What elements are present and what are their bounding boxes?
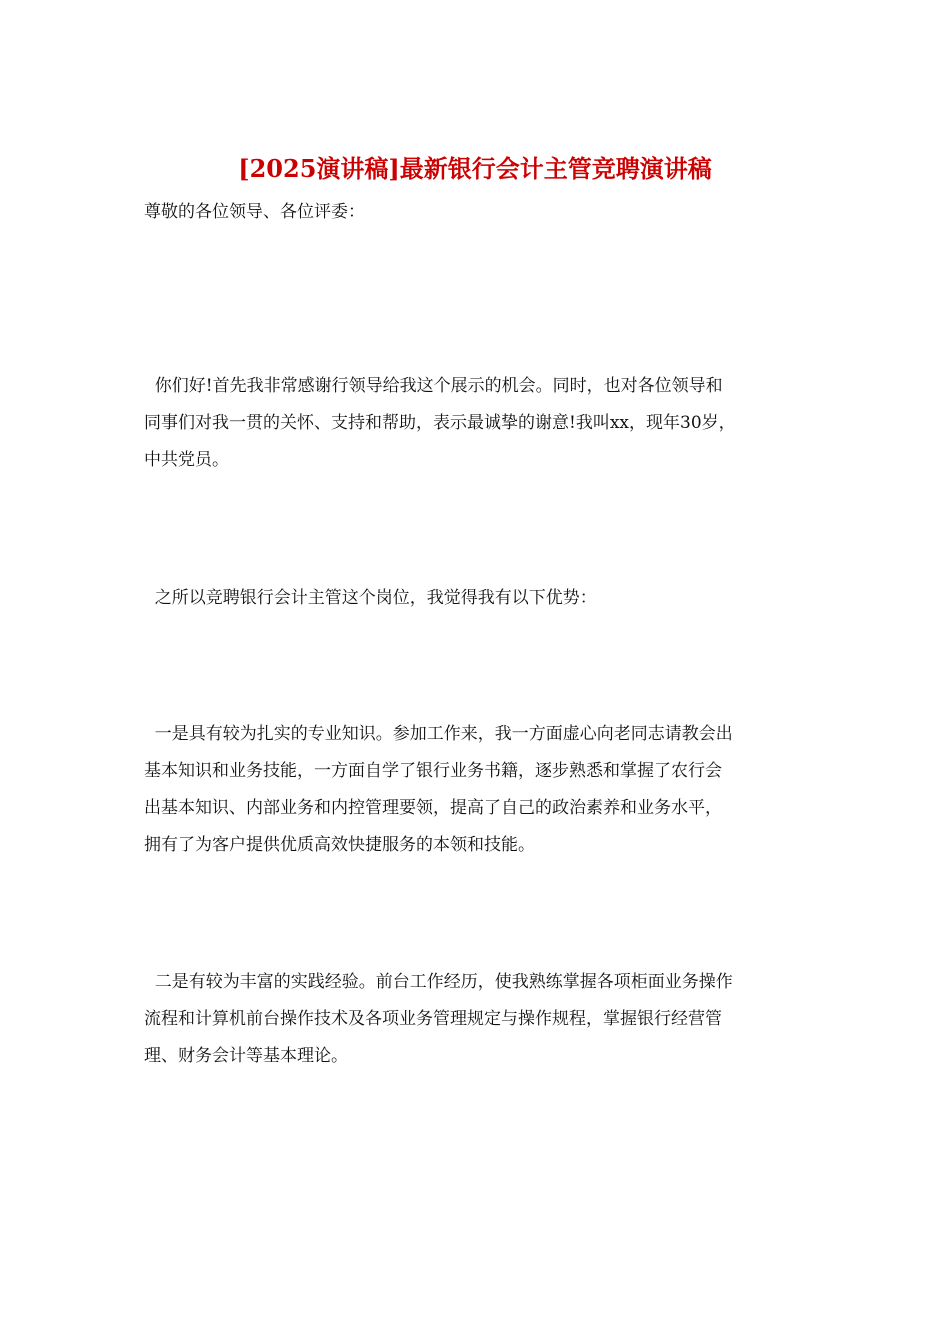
paragraph-line: 二是有较为丰富的实践经验。前台工作经历，使我熟练掌握各项柜面业务操作 (144, 972, 733, 992)
paragraph-reason (144, 580, 814, 617)
paragraph-line: 理、财务会计等基本理论。 (144, 1046, 348, 1066)
paragraph-line: 出基本知识、内部业务和内控管理要领，提高了自己的政治素养和业务水平， (144, 798, 722, 818)
paragraph-advantage-two (144, 964, 814, 1075)
paragraph-introduction (144, 368, 814, 479)
paragraph-line: 中共党员。 (144, 450, 229, 470)
paragraph-line: 一是具有较为扎实的专业知识。参加工作来，我一方面虚心向老同志请教会出 (144, 724, 733, 744)
greeting-line: 尊敬的各位领导、各位评委： (144, 202, 365, 222)
paragraph-line: 流程和计算机前台操作技术及各项业务管理规定与操作规程，掌握银行经营管 (144, 1009, 722, 1029)
paragraph-advantage-one (144, 716, 814, 864)
paragraph-line: 拥有了为客户提供优质高效快捷服务的本领和技能。 (144, 835, 535, 855)
paragraph-line: 之所以竞聘银行会计主管这个岗位，我觉得我有以下优势： (144, 588, 597, 608)
document-title: [2025演讲稿]最新银行会计主管竞聘演讲稿 (238, 154, 712, 183)
paragraph-line: 你们好!首先我非常感谢行领导给我这个展示的机会。同时，也对各位领导和 (144, 376, 723, 396)
paragraph-line: 基本知识和业务技能，一方面自学了银行业务书籍，逐步熟悉和掌握了农行会 (144, 761, 722, 781)
paragraph-line: 同事们对我一贯的关怀、支持和帮助，表示最诚挚的谢意!我叫xx，现年30岁， (144, 413, 736, 433)
